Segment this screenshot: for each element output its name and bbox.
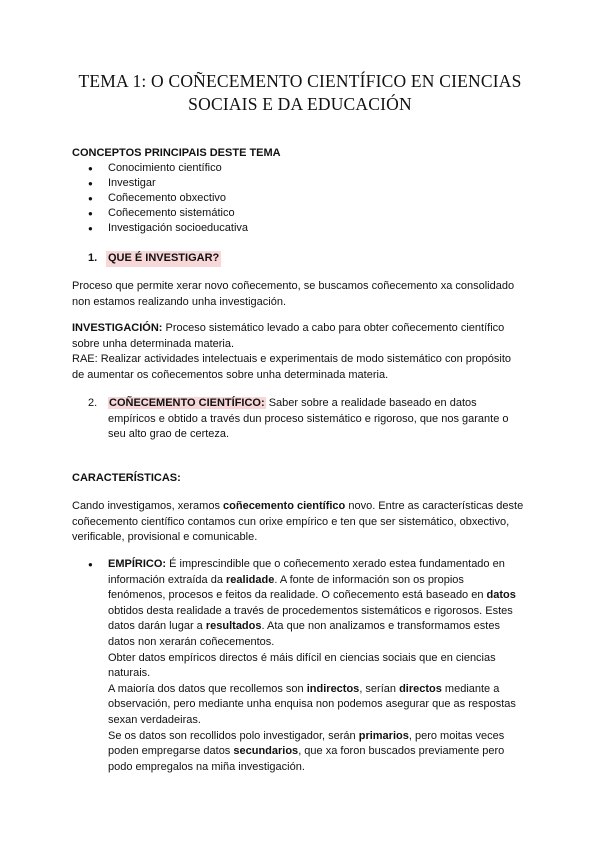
paragraph-line: empíricos e obtido a través dun proceso sistemático e rigoroso, que nos garante o [108,412,509,425]
paragraph-text: datos darán lugar a [108,620,206,633]
section2-definition [108,396,548,443]
paragraph-line: RAE: Realizar actividades intelectuais e experimentais de modo sistemático con propósito [72,353,511,366]
paragraph-text: información extraída da [108,573,227,586]
section2-term: COÑECEMENTO CIENTÍFICO: [109,397,265,409]
paragraph-line: de aumentar os coñecementos sobre unha determinada materia. [72,368,389,381]
emphasis-text: coñecemento científico [223,500,346,512]
paragraph-text: mediante a [441,682,500,695]
paragraph-text: , que xa foron buscados previamente pero [298,745,505,758]
paragraph-line: sobre unha determinada materia. [72,337,235,350]
paragraph-line: Obter datos empíricos directos é máis difícil en ciencias sociais que en ciencias [108,651,496,664]
paragraph-line: naturais. [108,667,151,680]
emphasis-text: primarios [358,729,409,742]
document-title [40,70,560,116]
concepts-list [88,161,248,236]
paragraph-line: Proceso que permite xerar novo coñecemento, se buscamos coñecemento xa consolidado [72,280,515,292]
paragraph-line: non estamos realizando unha investigación. [72,295,287,308]
section1-heading: QUE É INVESTIGAR? [106,251,221,267]
caracteristicas-paragraph [72,499,542,546]
paragraph-line: sexan verdadeiras. [108,713,201,726]
title-line-1: TEMA 1: O COÑECEMENTO CIENTÍFICO EN CIENCIAS [78,71,522,91]
paragraph-text: Cando investigamos, xeramos [72,500,224,512]
emphasis-text: resultados [205,620,262,633]
section1-intro [72,279,542,310]
paragraph-line: podo empregalos na miña investigación. [108,760,305,773]
paragraph-text: fenómenos, procesos e feitos da realidade. O coñecemento está baseado en [108,589,487,602]
title-line-2: SOCIAIS E DA EDUCACIÓN [188,94,412,114]
list-item: ● Coñecemento sistemático [88,206,248,221]
emphasis-text: directos [399,682,442,695]
empirico-block [108,557,548,775]
list-item: ● Conocimiento científico [88,161,248,176]
paragraph-line: datos non xerarán coñecementos. [108,635,275,648]
paragraph-text: novo. Entre as características deste [345,500,524,512]
bullet-icon: ● [88,560,93,569]
paragraph-text: , pero moitas veces [408,729,505,742]
emphasis-text: secundarios [233,745,299,758]
paragraph-text: Saber sobre a realidade baseado en datos [265,397,477,409]
paragraph-line: observación, pero mediante unha enquisa non podemos asegurar que as respostas [108,698,516,711]
emphasis-text: datos [486,589,516,602]
emphasis-text: realidade [226,573,275,586]
paragraph-text: É imprescindible que o coñecemento xerado estea fundamentado en [166,558,505,570]
investigacion-definition [72,321,542,383]
concepts-heading: CONCEPTOS PRINCIPAIS DESTE TEMA [72,147,281,159]
paragraph-text: . A fonte de información son os propios [274,573,464,586]
caracteristicas-heading: CARACTERÍSTICAS: [72,472,181,484]
list-item: ● Investigación socioeducativa [88,221,248,236]
paragraph-text: poden empregarse datos [108,745,234,758]
list-item: ● Coñecemento obxectivo [88,191,248,206]
paragraph-text: A maioría dos datos que recollemos son [108,682,307,695]
empirico-term: EMPÍRICO: [108,558,167,570]
paragraph-text: Proceso sistemático levado a cabo para obter coñecemento científico [162,322,505,334]
emphasis-text: indirectos [306,682,360,695]
paragraph-line: obtidos desta realidade a través de procedementos sistemáticos e rigorosos. Estes [108,604,513,617]
list-item: ● Investigar [88,176,248,191]
paragraph-line: verificable, provisional e comunicable. [72,531,258,544]
paragraph-text: Se os datos son recollidos polo investigador, serán [108,729,359,742]
section2-number: 2. [88,397,98,409]
paragraph-text: . Ata que non analizamos e transformamos estes [261,620,500,633]
paragraph-line: coñecemento científico contamos cun orixe empírico e ten que ser sistemático, obxectivo, [72,515,510,528]
section1-number: 1. [88,252,98,264]
paragraph-text: , serían [359,682,400,695]
investigacion-term: INVESTIGACIÓN: [72,322,163,334]
paragraph-line: seu alto grao de certeza. [108,428,230,441]
